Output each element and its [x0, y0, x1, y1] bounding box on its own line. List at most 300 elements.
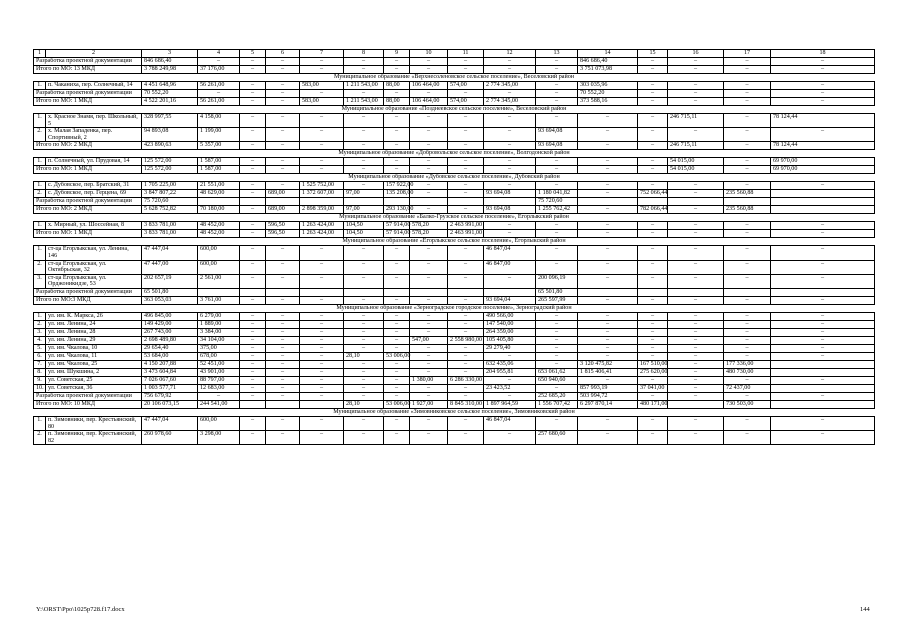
value-cell: –: [771, 58, 875, 66]
value-cell: –: [410, 206, 448, 214]
value-cell: –: [536, 320, 578, 328]
footer-file-path: Y:\ORST\Ppo\1025p728.f17.docx: [36, 606, 125, 613]
value-cell: –: [344, 246, 384, 260]
building-row: [34, 360, 875, 368]
value-cell: –: [724, 416, 771, 430]
value-cell: –: [384, 128, 410, 142]
value-cell: –: [300, 416, 344, 430]
value-cell: –: [536, 114, 578, 128]
value-cell: –: [410, 328, 448, 336]
value-cell: 235 560,88: [724, 206, 771, 214]
value-cell: 596,50: [266, 222, 300, 230]
row-number-cell: 2.: [34, 431, 46, 445]
value-cell: –: [410, 166, 448, 174]
row-number-cell: 2.: [34, 260, 46, 274]
value-cell: –: [448, 431, 484, 445]
value-cell: [724, 198, 771, 206]
value-cell: –: [771, 376, 875, 384]
value-cell: –: [771, 230, 875, 238]
value-cell: 6 297 870,14: [578, 400, 638, 408]
value-cell: –: [266, 246, 300, 260]
value-cell: –: [240, 344, 266, 352]
value-cell: 23 423,52: [484, 384, 536, 392]
value-cell: –: [448, 166, 484, 174]
value-cell: 3 761,00: [198, 296, 240, 304]
value-cell: –: [344, 312, 384, 320]
value-cell: [578, 288, 638, 296]
value-cell: 583,00: [300, 98, 344, 106]
value-cell: –: [668, 98, 724, 106]
value-cell: –: [344, 260, 384, 274]
value-cell: –: [266, 384, 300, 392]
value-cell: 496 845,00: [142, 312, 198, 320]
value-cell: –: [300, 58, 344, 66]
value-cell: 2 698 489,80: [142, 336, 198, 344]
value-cell: 88,00: [384, 82, 410, 90]
value-cell: –: [240, 320, 266, 328]
value-cell: [771, 190, 875, 198]
value-cell: 752 066,44: [638, 190, 668, 198]
value-cell: 756 679,92: [142, 392, 198, 400]
value-cell: –: [410, 246, 448, 260]
summary-label-cell: Итого по МО: 1 МКД: [34, 98, 142, 106]
building-row: [34, 416, 875, 430]
summary-label-cell: Разработка проектной документации: [34, 58, 142, 66]
value-cell: –: [578, 296, 638, 304]
value-cell: –: [300, 392, 344, 400]
value-cell: 1 255 762,42: [536, 206, 578, 214]
column-number-cell: 2: [46, 50, 142, 58]
value-cell: –: [771, 352, 875, 360]
value-cell: –: [724, 320, 771, 328]
value-cell: –: [266, 98, 300, 106]
value-cell: –: [240, 376, 266, 384]
value-cell: –: [410, 142, 448, 150]
value-cell: 574,00: [448, 82, 484, 90]
value-cell: 596,50: [266, 230, 300, 238]
value-cell: 480 171,00: [638, 400, 668, 408]
value-cell: –: [484, 90, 536, 98]
value-cell: –: [578, 344, 638, 352]
value-cell: 78 124,44: [771, 114, 875, 128]
summary-row: [34, 58, 875, 66]
value-cell: –: [344, 336, 384, 344]
value-cell: –: [638, 98, 668, 106]
value-cell: 275 620,00: [638, 368, 668, 376]
column-number-cell: 18: [771, 50, 875, 58]
value-cell: –: [300, 296, 344, 304]
value-cell: –: [384, 344, 410, 352]
value-cell: [578, 198, 638, 206]
value-cell: 149 429,00: [142, 320, 198, 328]
value-cell: –: [771, 260, 875, 274]
value-cell: –: [384, 336, 410, 344]
value-cell: 3 384,00: [198, 328, 240, 336]
value-cell: –: [771, 431, 875, 445]
address-cell: ул. им. Чкалова, 25: [46, 360, 142, 368]
value-cell: –: [300, 128, 344, 142]
value-cell: –: [410, 384, 448, 392]
value-cell: [668, 288, 724, 296]
value-cell: –: [240, 352, 266, 360]
value-cell: –: [448, 352, 484, 360]
value-cell: 235 560,88: [724, 190, 771, 198]
value-cell: 54 015,00: [668, 158, 724, 166]
value-cell: –: [384, 142, 410, 150]
value-cell: –: [448, 158, 484, 166]
value-cell: –: [578, 336, 638, 344]
value-cell: 75 720,60: [536, 198, 578, 206]
value-cell: 12 683,00: [198, 384, 240, 392]
column-number-cell: 10: [410, 50, 448, 58]
value-cell: 3 120 475,82: [578, 360, 638, 368]
value-cell: [410, 288, 448, 296]
row-number-cell: 1.: [34, 222, 46, 230]
value-cell: –: [724, 260, 771, 274]
value-cell: –: [344, 296, 384, 304]
value-cell: –: [668, 206, 724, 214]
value-cell: –: [638, 166, 668, 174]
value-cell: 75 720,60: [142, 198, 198, 206]
value-cell: –: [668, 312, 724, 320]
value-cell: 1 199,00: [198, 128, 240, 142]
value-cell: 678,00: [198, 352, 240, 360]
value-cell: [771, 384, 875, 392]
column-number-cell: 13: [536, 50, 578, 58]
value-cell: –: [638, 260, 668, 274]
value-cell: 3 833 781,00: [142, 230, 198, 238]
value-cell: –: [240, 360, 266, 368]
value-cell: [384, 288, 410, 296]
value-cell: –: [266, 142, 300, 150]
value-cell: [771, 360, 875, 368]
value-cell: –: [536, 182, 578, 190]
value-cell: –: [536, 384, 578, 392]
value-cell: –: [638, 312, 668, 320]
value-cell: –: [771, 222, 875, 230]
value-cell: [668, 198, 724, 206]
address-cell: ул. им. Ленина, 24: [46, 320, 142, 328]
value-cell: –: [300, 274, 344, 288]
value-cell: 104,50: [344, 222, 384, 230]
value-cell: –: [384, 158, 410, 166]
value-cell: –: [240, 142, 266, 150]
value-cell: 1 211 543,00: [344, 98, 384, 106]
value-cell: 264 359,00: [484, 328, 536, 336]
value-cell: [300, 288, 344, 296]
value-cell: 1 180 041,82: [536, 190, 578, 198]
value-cell: 46 847,04: [484, 416, 536, 430]
value-cell: –: [638, 320, 668, 328]
column-number-cell: 7: [300, 50, 344, 58]
value-cell: –: [724, 296, 771, 304]
value-cell: –: [240, 260, 266, 274]
value-cell: –: [668, 384, 724, 392]
value-cell: 93 694,08: [484, 206, 536, 214]
value-cell: 260 978,60: [142, 431, 198, 445]
value-cell: –: [771, 392, 875, 400]
value-cell: –: [724, 376, 771, 384]
column-number-cell: 4: [198, 50, 240, 58]
value-cell: 2 774 345,00: [484, 98, 536, 106]
value-cell: –: [771, 274, 875, 288]
value-cell: 3 833 781,00: [142, 222, 198, 230]
value-cell: [344, 198, 384, 206]
value-cell: –: [448, 344, 484, 352]
value-cell: –: [668, 190, 724, 198]
value-cell: –: [724, 230, 771, 238]
value-cell: 47 447,04: [142, 246, 198, 260]
building-row: [34, 114, 875, 128]
value-cell: –: [578, 320, 638, 328]
value-cell: –: [410, 260, 448, 274]
value-cell: –: [344, 416, 384, 430]
value-cell: –: [668, 82, 724, 90]
column-number-cell: 9: [384, 50, 410, 58]
value-cell: –: [240, 190, 266, 198]
value-cell: –: [668, 58, 724, 66]
row-number-cell: 7.: [34, 360, 46, 368]
municipality-section-row: [34, 174, 875, 182]
value-cell: –: [240, 312, 266, 320]
value-cell: –: [724, 222, 771, 230]
value-cell: –: [536, 90, 578, 98]
value-cell: –: [578, 158, 638, 166]
value-cell: –: [578, 114, 638, 128]
value-cell: 2 561,00: [198, 274, 240, 288]
municipality-section-row: [34, 214, 875, 222]
value-cell: –: [384, 260, 410, 274]
municipality-section-row: [34, 304, 875, 312]
value-cell: –: [344, 142, 384, 150]
value-cell: –: [266, 416, 300, 430]
value-cell: –: [668, 336, 724, 344]
value-cell: [410, 198, 448, 206]
column-number-cell: 1: [34, 50, 46, 58]
value-cell: –: [240, 384, 266, 392]
value-cell: 94 893,08: [142, 128, 198, 142]
value-cell: –: [266, 392, 300, 400]
value-cell: –: [638, 392, 668, 400]
address-cell: ст-ца Егорлыкская, ул. Октябрьская, 32: [46, 260, 142, 274]
value-cell: 202 657,19: [142, 274, 198, 288]
building-row: [34, 274, 875, 288]
value-cell: –: [240, 368, 266, 376]
value-cell: 28,10: [344, 352, 384, 360]
value-cell: –: [724, 128, 771, 142]
value-cell: –: [668, 368, 724, 376]
value-cell: –: [638, 230, 668, 238]
value-cell: –: [724, 114, 771, 128]
value-cell: –: [384, 246, 410, 260]
value-cell: 4 451 648,96: [142, 82, 198, 90]
value-cell: 5 628 752,82: [142, 206, 198, 214]
row-number-cell: 10.: [34, 384, 46, 392]
value-cell: 3 788 249,98: [142, 66, 198, 74]
value-cell: –: [578, 142, 638, 150]
row-number-cell: 1.: [34, 158, 46, 166]
value-cell: [724, 288, 771, 296]
value-cell: –: [410, 158, 448, 166]
value-cell: –: [300, 90, 344, 98]
value-cell: –: [448, 416, 484, 430]
value-cell: 104,50: [344, 230, 384, 238]
address-cell: с. Дубовское, пер. Герцена, 69: [46, 190, 142, 198]
value-cell: –: [410, 360, 448, 368]
value-cell: –: [448, 328, 484, 336]
value-cell: –: [240, 90, 266, 98]
value-cell: 167 510,00: [638, 360, 668, 368]
value-cell: –: [344, 90, 384, 98]
municipality-heading: Муниципальное образование «Зерноградское городское поселение», Зерноградский район: [34, 304, 875, 312]
value-cell: –: [578, 128, 638, 142]
value-cell: –: [724, 58, 771, 66]
value-cell: 1 372 607,00: [300, 190, 344, 198]
value-cell: 1 705 225,00: [142, 182, 198, 190]
value-cell: –: [536, 312, 578, 320]
value-cell: –: [536, 98, 578, 106]
value-cell: –: [724, 352, 771, 360]
value-cell: 1 003 577,71: [142, 384, 198, 392]
value-cell: 4 158,00: [198, 114, 240, 128]
value-cell: –: [410, 58, 448, 66]
value-cell: 246 715,11: [668, 142, 724, 150]
value-cell: 600,00: [198, 260, 240, 274]
row-number-cell: 1.: [34, 82, 46, 90]
value-cell: –: [771, 320, 875, 328]
value-cell: –: [668, 246, 724, 260]
summary-label-cell: Разработка проектной документации: [34, 392, 142, 400]
value-cell: 28,10: [344, 400, 384, 408]
value-cell: –: [344, 384, 384, 392]
value-cell: –: [266, 128, 300, 142]
building-row: [34, 128, 875, 142]
value-cell: 200 096,19: [536, 274, 578, 288]
value-cell: –: [668, 260, 724, 274]
value-cell: –: [484, 392, 536, 400]
summary-row: [34, 400, 875, 408]
value-cell: 56 261,00: [198, 82, 240, 90]
value-cell: –: [484, 166, 536, 174]
value-cell: 65 501,80: [536, 288, 578, 296]
value-cell: –: [240, 222, 266, 230]
municipality-heading: Муниципальное образование «Позднеевское сельское поселение», Веселовский район: [34, 106, 875, 114]
value-cell: 257 680,60: [536, 431, 578, 445]
value-cell: –: [410, 352, 448, 360]
value-cell: –: [240, 158, 266, 166]
value-cell: 48 452,00: [198, 230, 240, 238]
value-cell: [484, 288, 536, 296]
value-cell: –: [724, 274, 771, 288]
value-cell: 547,00: [410, 336, 448, 344]
value-cell: –: [410, 182, 448, 190]
value-cell: –: [448, 246, 484, 260]
value-cell: –: [266, 58, 300, 66]
value-cell: 252 685,20: [536, 392, 578, 400]
value-cell: –: [578, 190, 638, 198]
summary-row: [34, 296, 875, 304]
value-cell: 600,00: [198, 416, 240, 430]
building-row: [34, 328, 875, 336]
footer-page-number: 144: [860, 606, 870, 613]
value-cell: 373 588,16: [578, 98, 638, 106]
value-cell: –: [668, 376, 724, 384]
value-cell: –: [448, 182, 484, 190]
value-cell: –: [384, 392, 410, 400]
value-cell: –: [668, 416, 724, 430]
value-cell: –: [668, 352, 724, 360]
value-cell: –: [266, 158, 300, 166]
value-cell: –: [448, 368, 484, 376]
address-cell: ул. им. Чкалова, 10: [46, 344, 142, 352]
value-cell: 88 797,00: [198, 376, 240, 384]
value-cell: [448, 198, 484, 206]
row-number-cell: 1.: [34, 182, 46, 190]
summary-row: [34, 166, 875, 174]
value-cell: –: [771, 328, 875, 336]
value-cell: 53 006,00: [384, 352, 410, 360]
value-cell: 578,20: [410, 230, 448, 238]
value-cell: 53 684,00: [142, 352, 198, 360]
value-cell: [240, 288, 266, 296]
value-cell: 2 463 991,00: [448, 230, 484, 238]
value-cell: –: [410, 320, 448, 328]
value-cell: –: [448, 320, 484, 328]
value-cell: –: [240, 128, 266, 142]
value-cell: –: [266, 376, 300, 384]
value-cell: 3 473 604,84: [142, 368, 198, 376]
municipality-section-row: [34, 150, 875, 158]
value-cell: –: [300, 384, 344, 392]
value-cell: –: [344, 166, 384, 174]
value-cell: –: [384, 384, 410, 392]
row-number-cell: 1.: [34, 312, 46, 320]
value-cell: –: [724, 344, 771, 352]
value-cell: –: [536, 416, 578, 430]
value-cell: –: [344, 344, 384, 352]
value-cell: –: [771, 182, 875, 190]
value-cell: –: [410, 66, 448, 74]
value-cell: 423 890,63: [142, 142, 198, 150]
value-cell: –: [240, 230, 266, 238]
building-row: [34, 320, 875, 328]
value-cell: 69 970,00: [771, 158, 875, 166]
value-cell: 204 955,81: [484, 368, 536, 376]
value-cell: –: [240, 166, 266, 174]
value-cell: –: [410, 368, 448, 376]
value-cell: –: [266, 431, 300, 445]
municipality-section-row: [34, 74, 875, 82]
row-number-cell: 4.: [34, 336, 46, 344]
summary-row: [34, 392, 875, 400]
summary-label-cell: Разработка проектной документации: [34, 288, 142, 296]
value-cell: [240, 400, 266, 408]
value-cell: –: [240, 416, 266, 430]
value-cell: 21 551,00: [198, 182, 240, 190]
value-cell: 6 286 330,00: [448, 376, 484, 384]
row-number-cell: 1.: [34, 246, 46, 260]
value-cell: –: [384, 166, 410, 174]
value-cell: –: [668, 328, 724, 336]
value-cell: 69 970,00: [771, 166, 875, 174]
value-cell: –: [266, 166, 300, 174]
summary-label-cell: Итого по МО: 2 МКД: [34, 142, 142, 150]
value-cell: –: [344, 392, 384, 400]
value-cell: 57 914,00: [384, 222, 410, 230]
value-cell: –: [410, 128, 448, 142]
value-cell: 2 898 359,00: [300, 206, 344, 214]
value-cell: –: [638, 296, 668, 304]
